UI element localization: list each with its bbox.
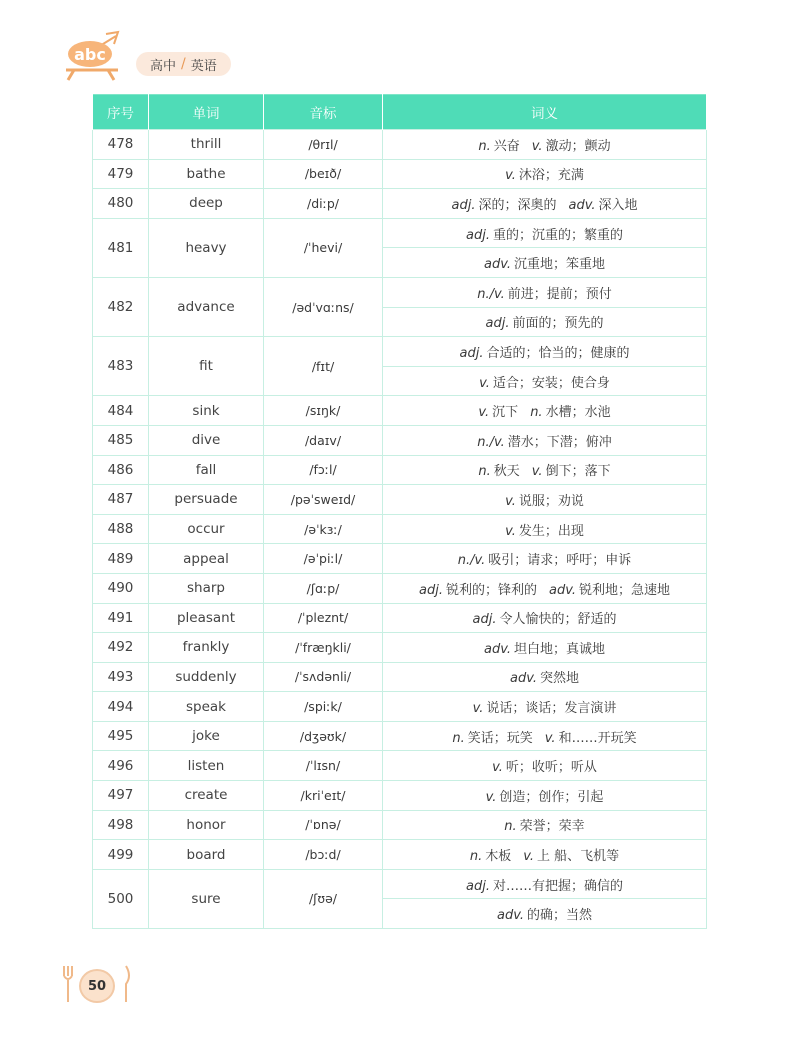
part-of-speech: adv. [484,257,511,273]
entry-word: honor [149,810,264,840]
meaning-text: 锐利地；急速地 [578,582,670,598]
meaning-text: 兴奋 [493,138,520,154]
entry-phonetic: /bɔːd/ [264,840,383,870]
entry-number: 483 [93,337,149,396]
entry-meaning [383,692,707,722]
entry-number: 492 [93,633,149,663]
entry-word: suddenly [149,662,264,692]
entry-meaning [383,869,707,899]
entry-word: persuade [149,485,264,515]
entry-meaning [383,514,707,544]
entry-meaning [383,840,707,870]
subject-tag [136,52,231,76]
meaning-text: 发生；出现 [518,523,584,539]
logo-text: abc [74,45,106,64]
meaning-text: 重的；沉重的；繁重的 [492,227,623,243]
entry-meaning [383,218,707,248]
column-header-meaning: 词义 [383,95,707,130]
entry-phonetic: /ˈɒnə/ [264,810,383,840]
entry-word: sure [149,869,264,928]
part-of-speech: n./v. [477,434,505,450]
entry-number: 496 [93,751,149,781]
entry-number: 491 [93,603,149,633]
abc-logo [60,30,130,82]
entry-word: deep [149,189,264,219]
entry-meaning [383,277,707,307]
meaning-text: 上 船、飞机等 [537,849,620,865]
part-of-speech: v. [544,730,556,746]
entry-meaning [383,573,707,603]
table-row [93,840,707,870]
vocab-table-body [93,130,707,929]
entry-number: 499 [93,840,149,870]
entry-phonetic: /ˈhevi/ [264,218,383,277]
entry-number: 486 [93,455,149,485]
entry-phonetic: /ˈlɪsn/ [264,751,383,781]
entry-word: heavy [149,218,264,277]
part-of-speech: adj. [485,316,510,332]
table-row [93,810,707,840]
entry-meaning [383,425,707,455]
table-row [93,514,707,544]
column-header-phonetic: 音标 [264,95,383,130]
entry-phonetic: /ədˈvɑːns/ [264,277,383,336]
entry-meaning [383,307,707,337]
entry-number: 484 [93,396,149,426]
part-of-speech: adj. [459,345,484,361]
entry-word: sharp [149,573,264,603]
meaning-text: 深入地 [598,197,638,213]
entry-meaning [383,810,707,840]
entry-meaning [383,248,707,278]
entry-word: fall [149,455,264,485]
entry-meaning [383,751,707,781]
entry-phonetic: /dʒəʊk/ [264,721,383,751]
meaning-text: 锐利的；锋利的 [445,582,537,598]
part-of-speech: n. [452,730,465,746]
entry-meaning [383,396,707,426]
part-of-speech: adj. [451,197,476,213]
entry-word: sink [149,396,264,426]
entry-phonetic: /əˈpiːl/ [264,544,383,574]
column-header-number: 序号 [93,95,149,130]
entry-phonetic: /əˈkɜː/ [264,514,383,544]
table-row [93,573,707,603]
meaning-text: 突然地 [539,671,579,687]
page-number: 50 [79,969,115,1003]
entry-number: 478 [93,130,149,160]
entry-meaning [383,633,707,663]
level-label: 高中 [150,58,177,74]
fork-icon [64,966,72,1002]
meaning-text: 合适的；恰当的；健康的 [486,345,630,361]
table-row [93,662,707,692]
part-of-speech: n. [504,819,517,835]
table-row [93,751,707,781]
entry-phonetic: /ʃʊə/ [264,869,383,928]
meaning-text: 前进；提前；预付 [507,286,612,302]
entry-number: 488 [93,514,149,544]
meaning-text: 深的；深奥的 [478,197,557,213]
part-of-speech: adv. [510,671,537,687]
subject-label: 英语 [190,58,217,74]
part-of-speech: adj. [466,878,490,894]
entry-number: 481 [93,218,149,277]
entry-meaning [383,455,707,485]
part-of-speech: v. [485,789,497,805]
table-row [93,337,707,367]
meaning-text: 沉下 [492,405,519,421]
entry-phonetic: /θrɪl/ [264,130,383,160]
knife-icon [126,966,129,1002]
table-row [93,485,707,515]
entry-phonetic: /ʃɑːp/ [264,573,383,603]
entry-number: 493 [93,662,149,692]
entry-number: 489 [93,544,149,574]
part-of-speech: adj. [472,612,497,628]
part-of-speech: v. [478,405,490,421]
meaning-text: 倒下；落下 [545,464,611,480]
entry-phonetic: /ˈpleznt/ [264,603,383,633]
part-of-speech: v. [531,138,543,154]
entry-word: advance [149,277,264,336]
meaning-text: 说话；谈话；发言演讲 [486,701,617,717]
part-of-speech: v. [472,701,484,717]
entry-phonetic: /kriˈeɪt/ [264,781,383,811]
table-row [93,218,707,248]
entry-number: 480 [93,189,149,219]
table-row [93,603,707,633]
meaning-text: 说服；劝说 [518,493,584,509]
part-of-speech: n. [530,405,543,421]
part-of-speech: v. [523,849,534,865]
meaning-text: 潜水；下潜；俯冲 [507,434,612,450]
entry-number: 497 [93,781,149,811]
entry-meaning [383,485,707,515]
meaning-text: 和……开玩笑 [558,730,637,746]
part-of-speech: adv. [568,197,596,213]
entry-phonetic: /ˈsʌdənli/ [264,662,383,692]
part-of-speech: adv. [484,641,511,657]
meaning-text: 木板 [485,849,512,865]
meaning-text: 的确；当然 [526,908,592,924]
meaning-text: 对……有把握；确信的 [492,878,623,894]
part-of-speech: n. [469,849,483,865]
meaning-text: 荣誉；荣幸 [519,819,585,835]
entry-word: dive [149,425,264,455]
entry-word: bathe [149,159,264,189]
table-row [93,455,707,485]
meaning-text: 前面的；预先的 [512,316,604,332]
slash-divider: / [181,56,186,72]
table-row [93,544,707,574]
entry-meaning [383,662,707,692]
entry-number: 495 [93,721,149,751]
entry-meaning [383,603,707,633]
table-row [93,396,707,426]
part-of-speech: adv. [548,582,576,598]
meaning-text: 笑话；玩笑 [467,730,533,746]
entry-meaning [383,544,707,574]
entry-meaning [383,337,707,367]
part-of-speech: v. [505,523,516,539]
table-row [93,277,707,307]
meaning-text: 吸引；请求；呼吁；申诉 [488,553,632,569]
entry-number: 479 [93,159,149,189]
entry-phonetic: /fɪt/ [264,337,383,396]
entry-word: pleasant [149,603,264,633]
part-of-speech: n. [478,464,491,480]
entry-word: board [149,840,264,870]
table-row [93,159,707,189]
part-of-speech: adj. [466,227,490,243]
meaning-text: 创造；创作；引起 [499,789,604,805]
entry-number: 490 [93,573,149,603]
entry-word: appeal [149,544,264,574]
entry-word: speak [149,692,264,722]
entry-word: create [149,781,264,811]
entry-word: occur [149,514,264,544]
part-of-speech: v. [479,375,490,391]
entry-meaning [383,159,707,189]
table-row [93,721,707,751]
entry-phonetic: /sɪŋk/ [264,396,383,426]
column-header-word: 单词 [149,95,264,130]
entry-phonetic: /pəˈsweɪd/ [264,485,383,515]
entry-meaning [383,899,707,929]
entry-word: joke [149,721,264,751]
part-of-speech: v. [505,493,516,509]
entry-number: 487 [93,485,149,515]
entry-phonetic: /spiːk/ [264,692,383,722]
entry-number: 498 [93,810,149,840]
meaning-text: 令人愉快的；舒适的 [499,612,617,628]
entry-phonetic: /fɔːl/ [264,455,383,485]
table-row [93,781,707,811]
part-of-speech: n./v. [457,553,486,569]
entry-number: 494 [93,692,149,722]
entry-word: thrill [149,130,264,160]
meaning-text: 坦白地；真诚地 [513,641,605,657]
entry-number: 485 [93,425,149,455]
entry-word: listen [149,751,264,781]
entry-phonetic: /beɪð/ [264,159,383,189]
entry-phonetic: /ˈfræŋkli/ [264,633,383,663]
table-row [93,692,707,722]
entry-phonetic: /daɪv/ [264,425,383,455]
entry-meaning [383,189,707,219]
part-of-speech: v. [492,760,503,776]
entry-word: fit [149,337,264,396]
part-of-speech: adj. [419,582,443,598]
meaning-text: 听；收听；听从 [505,760,597,776]
part-of-speech: adv. [497,908,524,924]
part-of-speech: n. [478,138,491,154]
entry-meaning [383,130,707,160]
part-of-speech: v. [505,168,516,184]
vocab-table [92,94,707,929]
meaning-text: 适合；安装；使合身 [492,375,610,391]
meaning-text: 沉重地；笨重地 [513,257,605,273]
table-row [93,869,707,899]
meaning-text: 水槽；水池 [545,405,611,421]
table-row [93,425,707,455]
part-of-speech: v. [531,464,543,480]
meaning-text: 秋天 [493,464,520,480]
entry-number: 482 [93,277,149,336]
entry-number: 500 [93,869,149,928]
table-row [93,189,707,219]
table-header-row [93,95,707,130]
entry-word: frankly [149,633,264,663]
table-row [93,633,707,663]
part-of-speech: n./v. [477,286,505,302]
entry-meaning [383,366,707,396]
entry-meaning [383,781,707,811]
meaning-text: 激动；颤动 [545,138,611,154]
meaning-text: 沐浴；充满 [518,168,584,184]
entry-meaning [383,721,707,751]
entry-phonetic: /diːp/ [264,189,383,219]
table-row [93,130,707,160]
